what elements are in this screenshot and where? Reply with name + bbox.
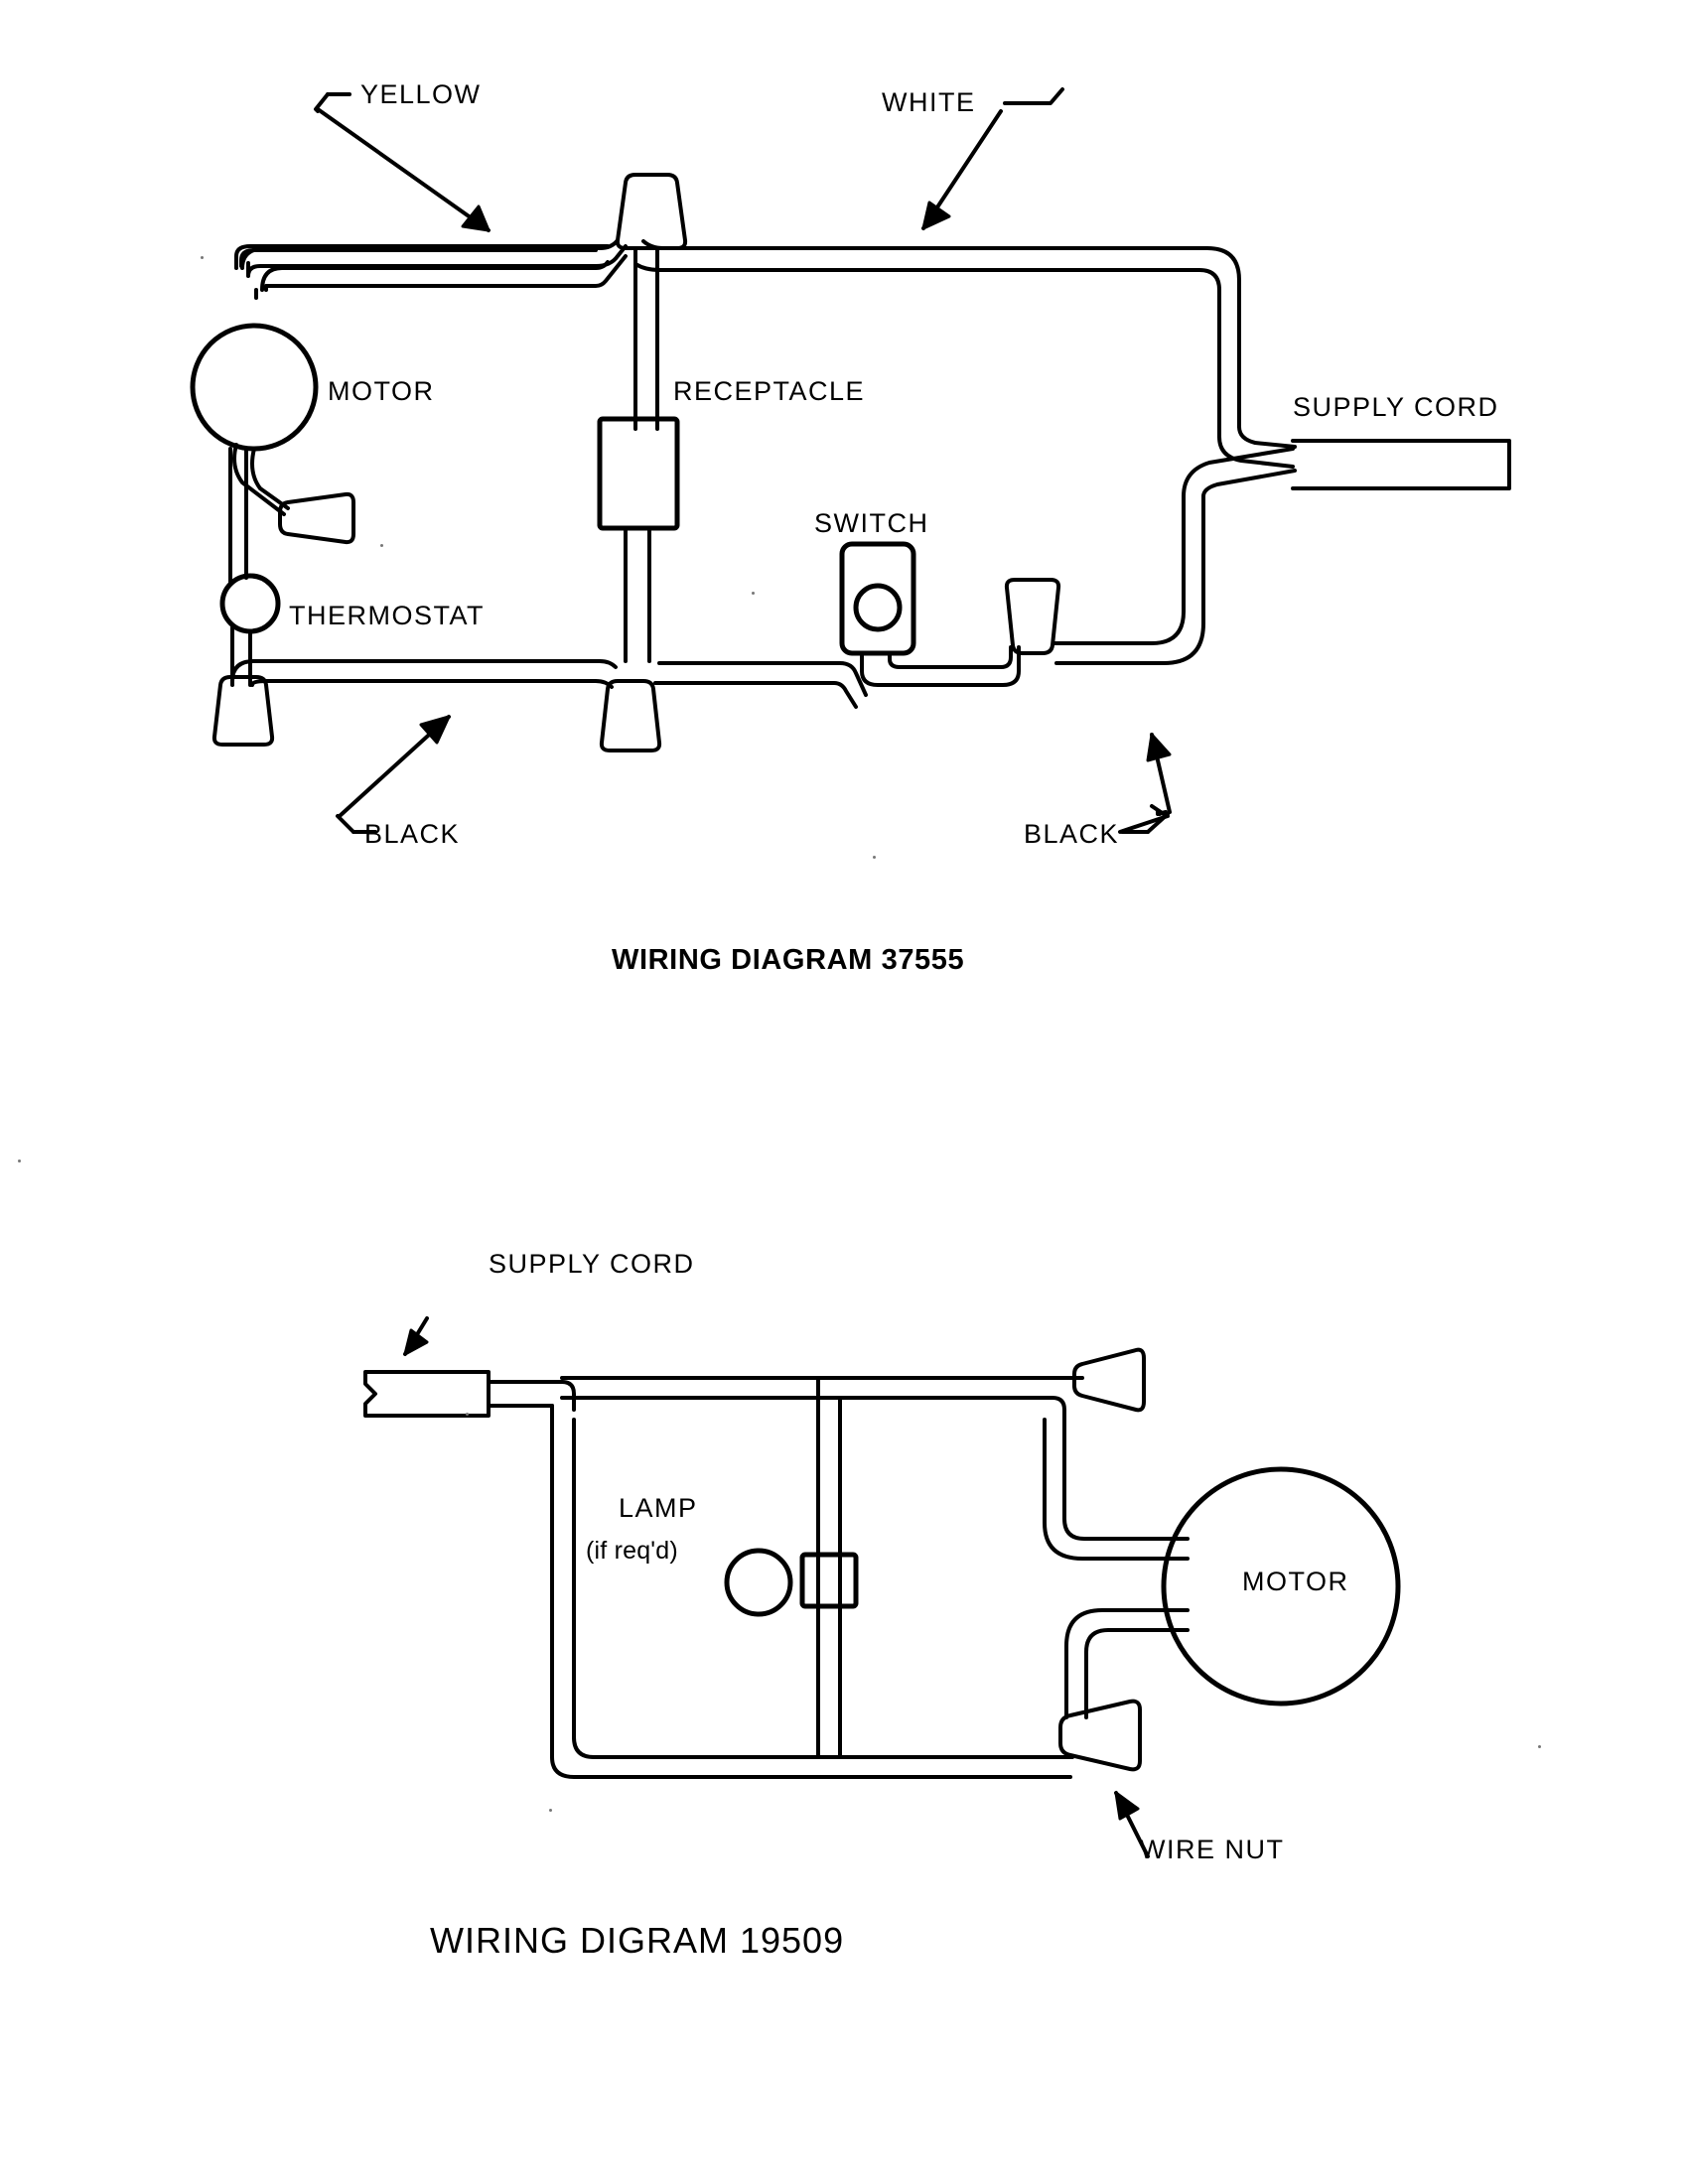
diagram-19509-graphic — [0, 1122, 1684, 2015]
label-wire-nut: WIRE NUT — [1140, 1835, 1285, 1864]
scan-speck — [549, 1809, 552, 1812]
label-thermostat: THERMOSTAT — [289, 601, 485, 630]
label-switch: SWITCH — [814, 508, 929, 538]
scan-speck — [18, 1160, 21, 1162]
label-supply-cord: SUPPLY CORD — [1293, 392, 1499, 422]
caption-diagram-19509: WIRING DIGRAM 19509 — [430, 1920, 845, 1961]
label-black-left: BLACK — [364, 819, 461, 849]
label-black-right: BLACK — [1024, 819, 1120, 849]
label-white: WHITE — [882, 87, 976, 117]
scan-speck — [380, 544, 383, 547]
scan-speck — [1538, 1745, 1541, 1748]
scan-speck — [201, 256, 204, 259]
label-motor: MOTOR — [328, 376, 435, 406]
caption-diagram-37555: WIRING DIAGRAM 37555 — [612, 944, 965, 976]
label-motor-2: MOTOR — [1242, 1567, 1349, 1596]
scan-speck — [873, 856, 876, 859]
label-supply-cord-2: SUPPLY CORD — [489, 1249, 695, 1279]
label-yellow: YELLOW — [360, 79, 482, 109]
scan-speck — [752, 592, 755, 595]
label-lamp-note: (if req'd) — [586, 1537, 678, 1565]
diagram-37555-graphic — [0, 0, 1684, 993]
label-lamp: LAMP — [619, 1493, 698, 1523]
scan-speck — [466, 1413, 469, 1416]
label-receptacle: RECEPTACLE — [673, 376, 866, 406]
